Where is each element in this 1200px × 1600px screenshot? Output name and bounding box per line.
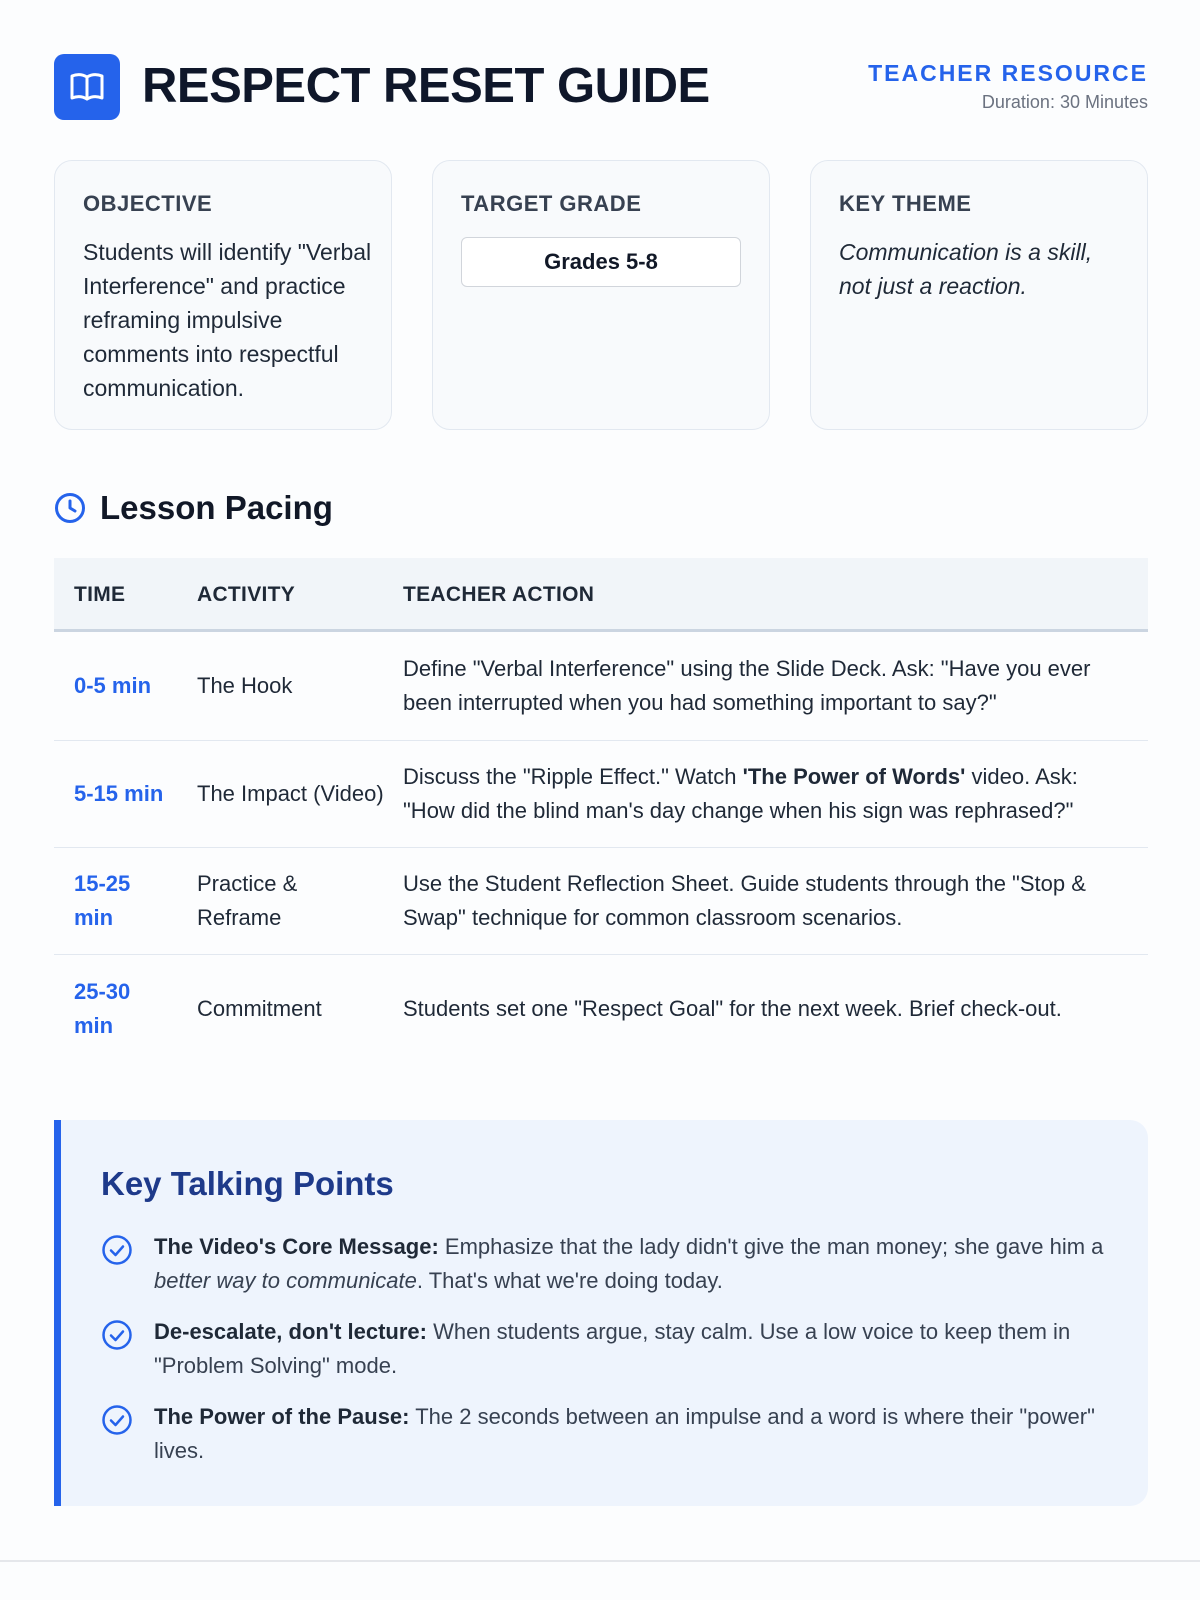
action-text: Discuss the "Ripple Effect." Watch <box>403 764 743 789</box>
action-text: video. Ask: "How did the blind man's day change when his sign was rephrased?" <box>403 764 1078 823</box>
talking-point-body: The 2 seconds between an impulse and a word is where their "power" lives. <box>154 1404 1095 1463</box>
row-teacher-action <box>403 760 1133 828</box>
row-time: 5-15 min <box>74 781 164 806</box>
table-row <box>54 632 1148 741</box>
row-teacher-action: Define "Verbal Interference" using the Slide Deck. Ask: "Have you ever been interrupted when you had something important to say?" <box>403 656 1091 715</box>
table-row <box>54 848 1148 955</box>
row-activity: The Hook <box>197 673 293 698</box>
open-book-icon <box>69 69 105 105</box>
talking-point <box>101 1400 1101 1468</box>
check-circle-icon <box>101 1404 133 1436</box>
objective-card <box>54 160 392 430</box>
target-grade-heading: TARGET GRADE <box>461 191 642 216</box>
talking-points-title: Key Talking Points <box>101 1165 394 1202</box>
objective-text: Students will identify "Verbal Interference" and practice reframing impulsive comments into respectful communication. <box>83 239 372 401</box>
lesson-guide-page <box>54 0 1148 1600</box>
column-header-time: TIME <box>74 583 126 606</box>
row-activity: Practice & Reframe <box>197 871 298 930</box>
video-title: 'The Power of Words' <box>742 764 966 789</box>
row-teacher-action: Use the Student Reflection Sheet. Guide students through the "Stop & Swap" technique for common classroom scenarios. <box>403 871 1086 930</box>
clock-icon <box>54 492 86 524</box>
row-teacher-action: Students set one "Respect Goal" for the next week. Brief check-out. <box>403 995 1062 1021</box>
key-theme-heading: KEY THEME <box>839 191 972 216</box>
row-time: 15-25 min <box>74 871 131 930</box>
grade-value: Grades 5-8 <box>461 237 741 287</box>
row-time: 25-30 min <box>74 978 131 1038</box>
row-activity: Commitment <box>197 995 322 1021</box>
talking-point-text <box>154 1315 1104 1383</box>
talking-point-body: When students argue, stay calm. Use a low voice to keep them in "Problem Solving" mode. <box>154 1319 1071 1378</box>
talking-point-label: The Power of the Pause: <box>154 1404 410 1429</box>
check-circle-icon <box>101 1319 133 1351</box>
talking-point-label: De-escalate, don't lecture: <box>154 1319 427 1344</box>
check-circle-icon <box>101 1234 133 1266</box>
objective-heading: OBJECTIVE <box>83 191 213 216</box>
page-title: RESPECT RESET GUIDE <box>142 59 710 113</box>
column-header-teacher-action: TEACHER ACTION <box>403 583 595 606</box>
talking-point-body: . That's what we're doing today. <box>416 1268 723 1293</box>
column-header-activity: ACTIVITY <box>197 583 296 606</box>
talking-point <box>101 1230 1104 1298</box>
table-header <box>54 558 1148 632</box>
talking-points-panel <box>54 1120 1148 1506</box>
footer-divider <box>0 1560 1200 1562</box>
table-row <box>54 955 1148 1062</box>
logo <box>54 54 120 120</box>
row-activity: The Impact (Video) <box>197 781 384 806</box>
talking-point-label: The Video's Core Message: <box>154 1234 439 1259</box>
talking-point-emphasis: better way to communicate <box>154 1268 417 1293</box>
talking-point-text <box>154 1400 1104 1468</box>
key-theme-card <box>810 160 1148 430</box>
resource-label: TEACHER RESOURCE <box>868 60 1148 86</box>
key-theme-text: Communication is a skill, not just a reaction. <box>839 239 1093 299</box>
pacing-table <box>54 558 1148 1062</box>
talking-point <box>101 1315 1101 1383</box>
talking-point-body: Emphasize that the lady didn't give the man money; she gave him a <box>438 1234 1104 1259</box>
table-row <box>54 741 1148 848</box>
target-grade-card <box>432 160 770 430</box>
duration-label: Duration: 30 Minutes <box>981 92 1148 112</box>
header <box>54 54 1148 120</box>
row-time: 0-5 min <box>74 673 152 698</box>
lesson-pacing-title: Lesson Pacing <box>100 489 333 526</box>
talking-point-text <box>154 1230 1104 1298</box>
